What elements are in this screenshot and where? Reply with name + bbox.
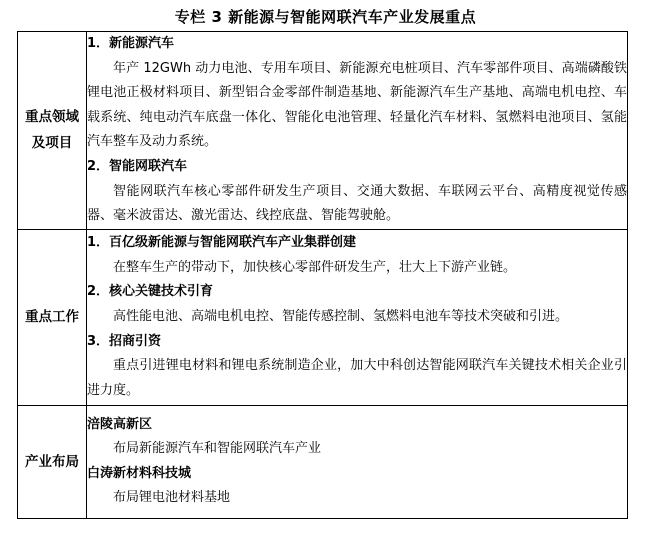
row-label-line: 重点工作: [25, 309, 79, 326]
row-label-line: 及项目: [31, 135, 73, 152]
section-heading: 3．招商引资: [87, 333, 162, 349]
table-row: [18, 405, 628, 518]
row-content: [87, 229, 628, 405]
section-text: 高性能电池、高端电机电控、智能传感控制、氢燃料电池车等技术突破和引进。: [113, 308, 569, 324]
column-title: 专栏 3 新能源与智能网联汽车产业发展重点: [174, 8, 477, 26]
feature-table: [17, 31, 628, 519]
section-heading: 2．智能网联汽车: [87, 158, 188, 174]
section-heading: 白涛新材料科技城: [87, 465, 192, 481]
section-text: 智能网联汽车核心零部件研发生产项目、交通大数据、车联网云平台、高精度视觉传感器、毫米波雷达、激光雷达、线控底盘、智能驾驶舱。: [87, 183, 627, 224]
section-text: 布局新能源汽车和智能网联汽车产业: [113, 441, 322, 457]
row-label: [18, 229, 87, 405]
row-content: [87, 405, 628, 518]
row-label-line: 产业布局: [25, 453, 79, 470]
section-heading: 1．百亿级新能源与智能网联汽车产业集群创建: [87, 235, 357, 251]
table-row: [18, 32, 628, 230]
section-heading: 1．新能源汽车: [87, 36, 175, 51]
section-heading: 2．核心关键技术引育: [87, 284, 214, 300]
row-content: [87, 32, 628, 230]
section-text: 在整车生产的带动下，加快核心零部件研发生产，壮大上下游产业链。: [113, 259, 517, 275]
section-heading: 涪陵高新区: [87, 416, 153, 432]
section-text: 布局锂电池材料基地: [113, 490, 231, 506]
row-label-line: 重点领域: [25, 109, 79, 126]
table-row: [18, 229, 628, 405]
section-text: 重点引进锂电材料和锂电系统制造企业，加大中科创达智能网联汽车关键技术相关企业引进力度。: [87, 358, 627, 398]
row-label: [18, 32, 87, 230]
section-text: 年产 12GWh 动力电池、专用车项目、新能源充电桩项目、汽车零部件项目、高端磷酸铁锂电池正极材料项目、新型铝合金零部件制造基地、新能源汽车生产基地、高端电机电控、车载系统、纯电动汽车底盘一体化、智能化电池管理、轻量化汽车材料、氢燃料电池项目、氢能汽车整车及动力系统。: [87, 60, 627, 150]
row-label: [18, 405, 87, 518]
